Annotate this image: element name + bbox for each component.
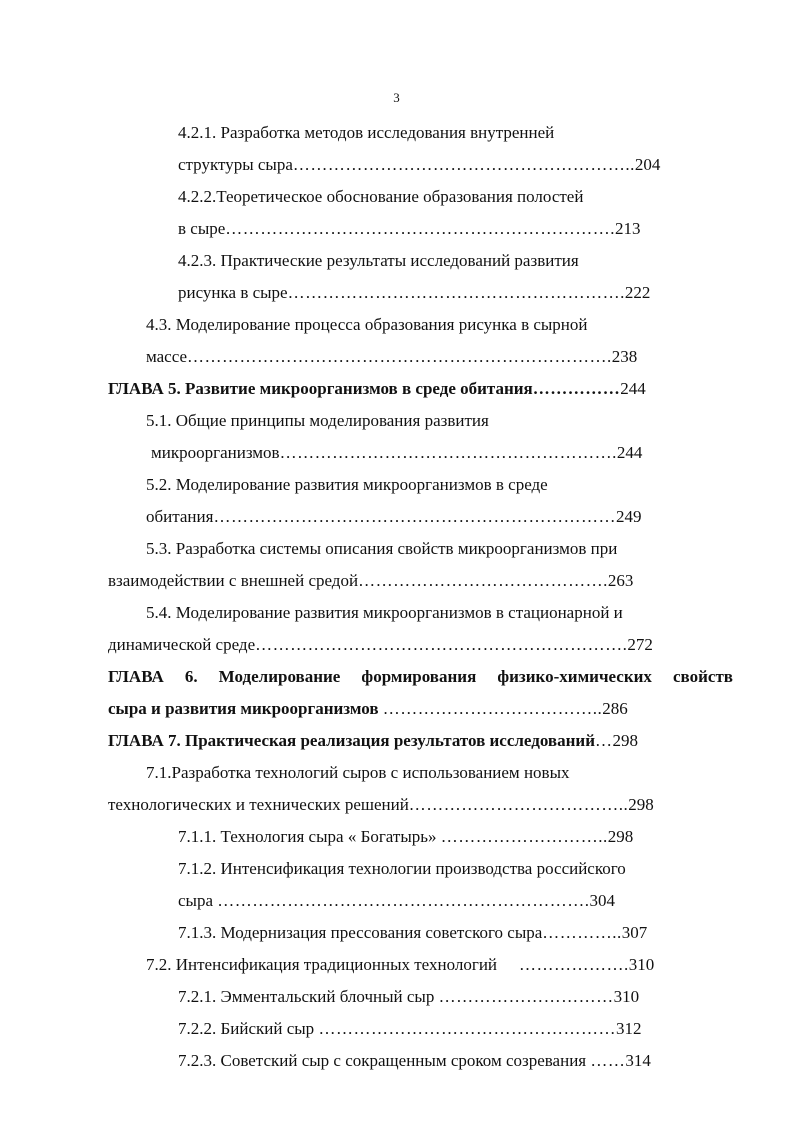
toc-entry-title: 4.2.3. Практические результаты исследований развития [178,251,579,270]
toc-entry-title: 4.2.1. Разработка методов исследования внутренней [178,123,555,142]
toc-entry-line: сыра ……………………………………………………….304 [178,891,616,910]
toc-entry-line: динамической среде……………………………………………………….272 [108,635,653,654]
toc-entry-line: 7.2. Интенсификация традиционных технологий ……………….310 [146,955,655,974]
toc-page-number: 298 [607,827,634,846]
toc-page-number: 310 [613,987,640,1006]
toc-page-number: 213 [615,219,641,238]
toc-entry-line: 7.1.1. Технология сыра « Богатырь» ………………………..298 [178,827,634,846]
toc-entry-line: взаимодействии с внешней средой…………………………………….263 [108,571,634,590]
toc-entry-line: структуры сыра…………………………………………………..204 [178,155,661,174]
toc-entry-title: 5.3. Разработка системы описания свойств микроорганизмов при [146,539,618,558]
page-number: 3 [393,90,400,105]
toc-page-number: 263 [607,571,634,590]
toc-entry-line: 7.2.2. Бийский сыр ……………………………………………312 [178,1019,642,1038]
toc-page-number: 304 [589,891,616,910]
toc-entry-line: рисунка в сыре………………………………………………….222 [178,283,651,302]
toc-page-number: 249 [615,507,642,526]
toc-page-number: 204 [634,155,661,174]
toc-entry-line: в сыре………………………………………………………….213 [178,219,641,238]
toc-page-number: 286 [602,699,628,718]
toc-chapter-title: ГЛАВА 6. Моделирование формирования физико-химических свойств [108,667,733,686]
toc-entry-line: микроорганизмов………………………………………………….244 [151,443,643,462]
toc-page-number: 307 [621,923,648,942]
toc-entry-title: 4.3. Моделирование процесса образования рисунка в сырной [146,315,588,334]
toc-entry-line: 7.2.1. Эмментальский блочный сыр …………………………310 [178,987,640,1006]
toc-page-number: 298 [612,731,638,750]
toc-chapter-line: ГЛАВА 5. Развитие микроорганизмов в среде обитания……………244 [108,379,646,398]
toc-page-number: 238 [611,347,638,366]
toc-entry-title: 7.1.Разработка технологий сыров с использованием новых [146,763,570,782]
toc-entry-line: технологических и технических решений………………………………..298 [108,795,654,814]
toc-entry-line: 7.2.3. Советский сыр с сокращенным сроком созревания ……314 [178,1051,651,1070]
toc-entry-title: 5.1. Общие принципы моделирования развития [146,411,489,430]
toc-entry-title: 5.4. Моделирование развития микроорганизмов в стационарной и [146,603,623,622]
toc-entry-line: массе……………………………………………………………….238 [146,347,638,366]
toc-chapter-line: ГЛАВА 7. Практическая реализация результатов исследований…298 [108,731,638,750]
toc-page-number: 312 [615,1019,642,1038]
toc-page-number: 244 [620,379,646,398]
toc-page-number: 314 [625,1051,651,1070]
toc-chapter-line: сыра и развития микроорганизмов ………………………………..286 [108,699,628,718]
toc-entry-title: 7.1.2. Интенсификация технологии производства российского [178,859,626,878]
toc-page-number: 298 [628,795,654,814]
toc-page-number: 222 [624,283,651,302]
toc-page-number: 310 [628,955,655,974]
toc-entry-title: 4.2.2.Теоретическое обоснование образования полостей [178,187,584,206]
toc-page-number: 244 [616,443,643,462]
toc-page-number: 272 [627,635,653,654]
toc-entry-line: 7.1.3. Модернизация прессования советского сыра…………..307 [178,923,648,942]
toc-entry-title: 5.2. Моделирование развития микроорганизмов в среде [146,475,548,494]
toc-entry-line: обитания……………………………………………………………249 [146,507,642,526]
